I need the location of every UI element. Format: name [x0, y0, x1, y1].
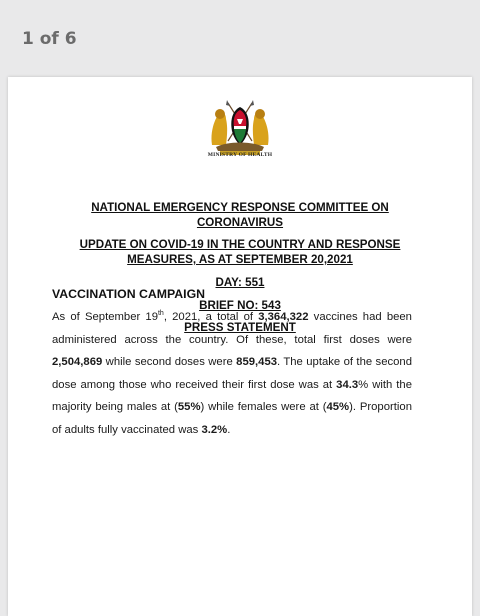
- heading-line-2: CORONAVIRUS: [196, 216, 284, 229]
- second-doses-value: 859,453: [236, 356, 278, 368]
- heading-line-3: UPDATE ON COVID-19 IN THE COUNTRY AND RESPONSE: [79, 238, 401, 251]
- day-label: DAY: 551: [215, 276, 265, 289]
- vaccination-paragraph: As of September 19th, 2021, a total of 3,364,322 vaccines had been administered across the country. Of these, total first doses were 2,504,869 while second doses were 859,453. The uptake of the second dose among those who received their first dose was at 34.3% with the majority being males at (55%) while females were at (45%). Proportion of adults fully vaccinated was 3.2%.: [52, 310, 412, 436]
- page-indicator: 1 of 6: [22, 29, 77, 49]
- brief-number: BRIEF NO: 543: [199, 299, 281, 312]
- males-percent-value: 55%: [177, 401, 201, 413]
- adults-vaccinated-value: 3.2%: [201, 423, 228, 436]
- total-vaccines-value: 3,364,322: [258, 311, 309, 323]
- females-percent-value: 45%: [326, 401, 350, 413]
- press-statement-label: PRESS STATEMENT: [184, 321, 296, 334]
- heading-line-4: MEASURES, AS AT SEPTEMBER 20,2021: [127, 253, 353, 266]
- section-title: VACCINATION CAMPAIGN: [52, 287, 206, 301]
- ministry-label: MINISTRY OF HEALTH: [207, 152, 273, 158]
- heading-line-1: NATIONAL EMERGENCY RESPONSE COMMITTEE ON: [91, 201, 389, 214]
- coat-of-arms-icon: [208, 97, 272, 157]
- first-doses-value: 2,504,869: [52, 356, 103, 368]
- uptake-percent-value: 34.3: [336, 378, 359, 391]
